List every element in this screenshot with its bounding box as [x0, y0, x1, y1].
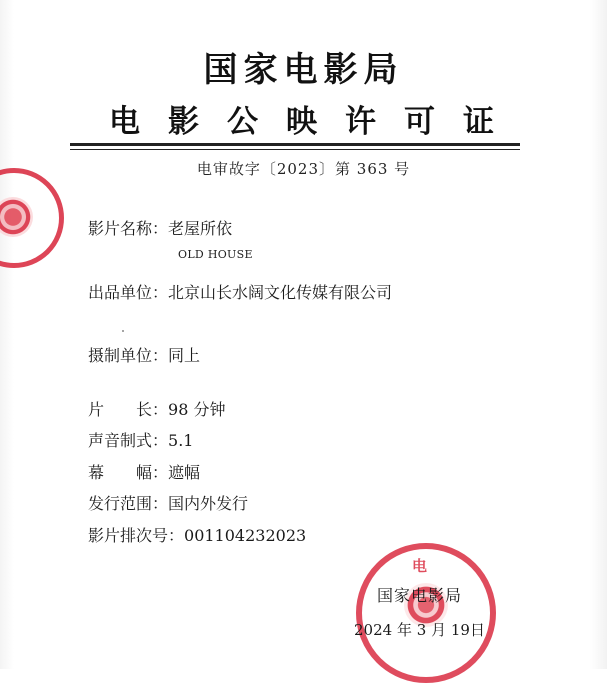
- field-sound-format: [88, 428, 193, 451]
- field-length: [88, 397, 225, 420]
- certificate-title: 电影公映许可证: [109, 104, 522, 140]
- field-label: 摄制单位：: [88, 346, 169, 365]
- left-official-seal: [0, 168, 64, 268]
- document-number: 电审故字〔2023〕第 363 号: [196, 160, 411, 178]
- field-label: 片 长：: [88, 400, 169, 419]
- right-official-seal: [356, 543, 496, 683]
- national-emblem-icon: [0, 197, 33, 237]
- field-label: 幕 幅：: [88, 463, 169, 482]
- film-english-name: OLD HOUSE: [178, 248, 253, 261]
- field-distribution: [88, 491, 248, 514]
- date-year: 2024: [354, 621, 393, 639]
- field-producer: [88, 280, 392, 303]
- field-screen-ratio: [88, 460, 200, 483]
- field-label: 影片名称：: [88, 219, 169, 238]
- field-label: 声音制式：: [88, 431, 169, 450]
- field-film-name: [88, 216, 232, 239]
- issuer-signature: 国家电影局: [377, 586, 463, 605]
- field-batch-number: [88, 523, 306, 546]
- issuer-title: 国家电影局: [203, 50, 404, 90]
- field-value: 001104232023: [184, 526, 307, 545]
- date-month: 3: [416, 621, 427, 639]
- field-production-unit: [88, 343, 200, 366]
- date-year-unit: 年: [396, 621, 412, 639]
- field-value: 北京山长水阔文化传媒有限公司: [168, 283, 393, 302]
- date-day-unit: 日: [469, 621, 485, 639]
- date-month-unit: 月: [431, 621, 447, 639]
- title-rule-thin: [70, 149, 520, 150]
- date-day: 19: [450, 621, 470, 639]
- field-value: 5.1: [168, 431, 194, 450]
- speck: [122, 330, 124, 332]
- field-value: 98 分钟: [168, 400, 226, 419]
- issue-date: [354, 619, 485, 640]
- field-label: 影片排次号：: [88, 526, 185, 545]
- field-label: 出品单位：: [88, 283, 169, 302]
- seal-text: 电: [412, 557, 436, 575]
- field-label: 发行范围：: [88, 494, 169, 513]
- field-value: 国内外发行: [168, 494, 249, 513]
- field-value: 老屋所依: [168, 219, 233, 238]
- field-value: 同上: [168, 346, 201, 365]
- field-value: 遮幅: [168, 463, 201, 482]
- title-rule-thick: [70, 143, 520, 146]
